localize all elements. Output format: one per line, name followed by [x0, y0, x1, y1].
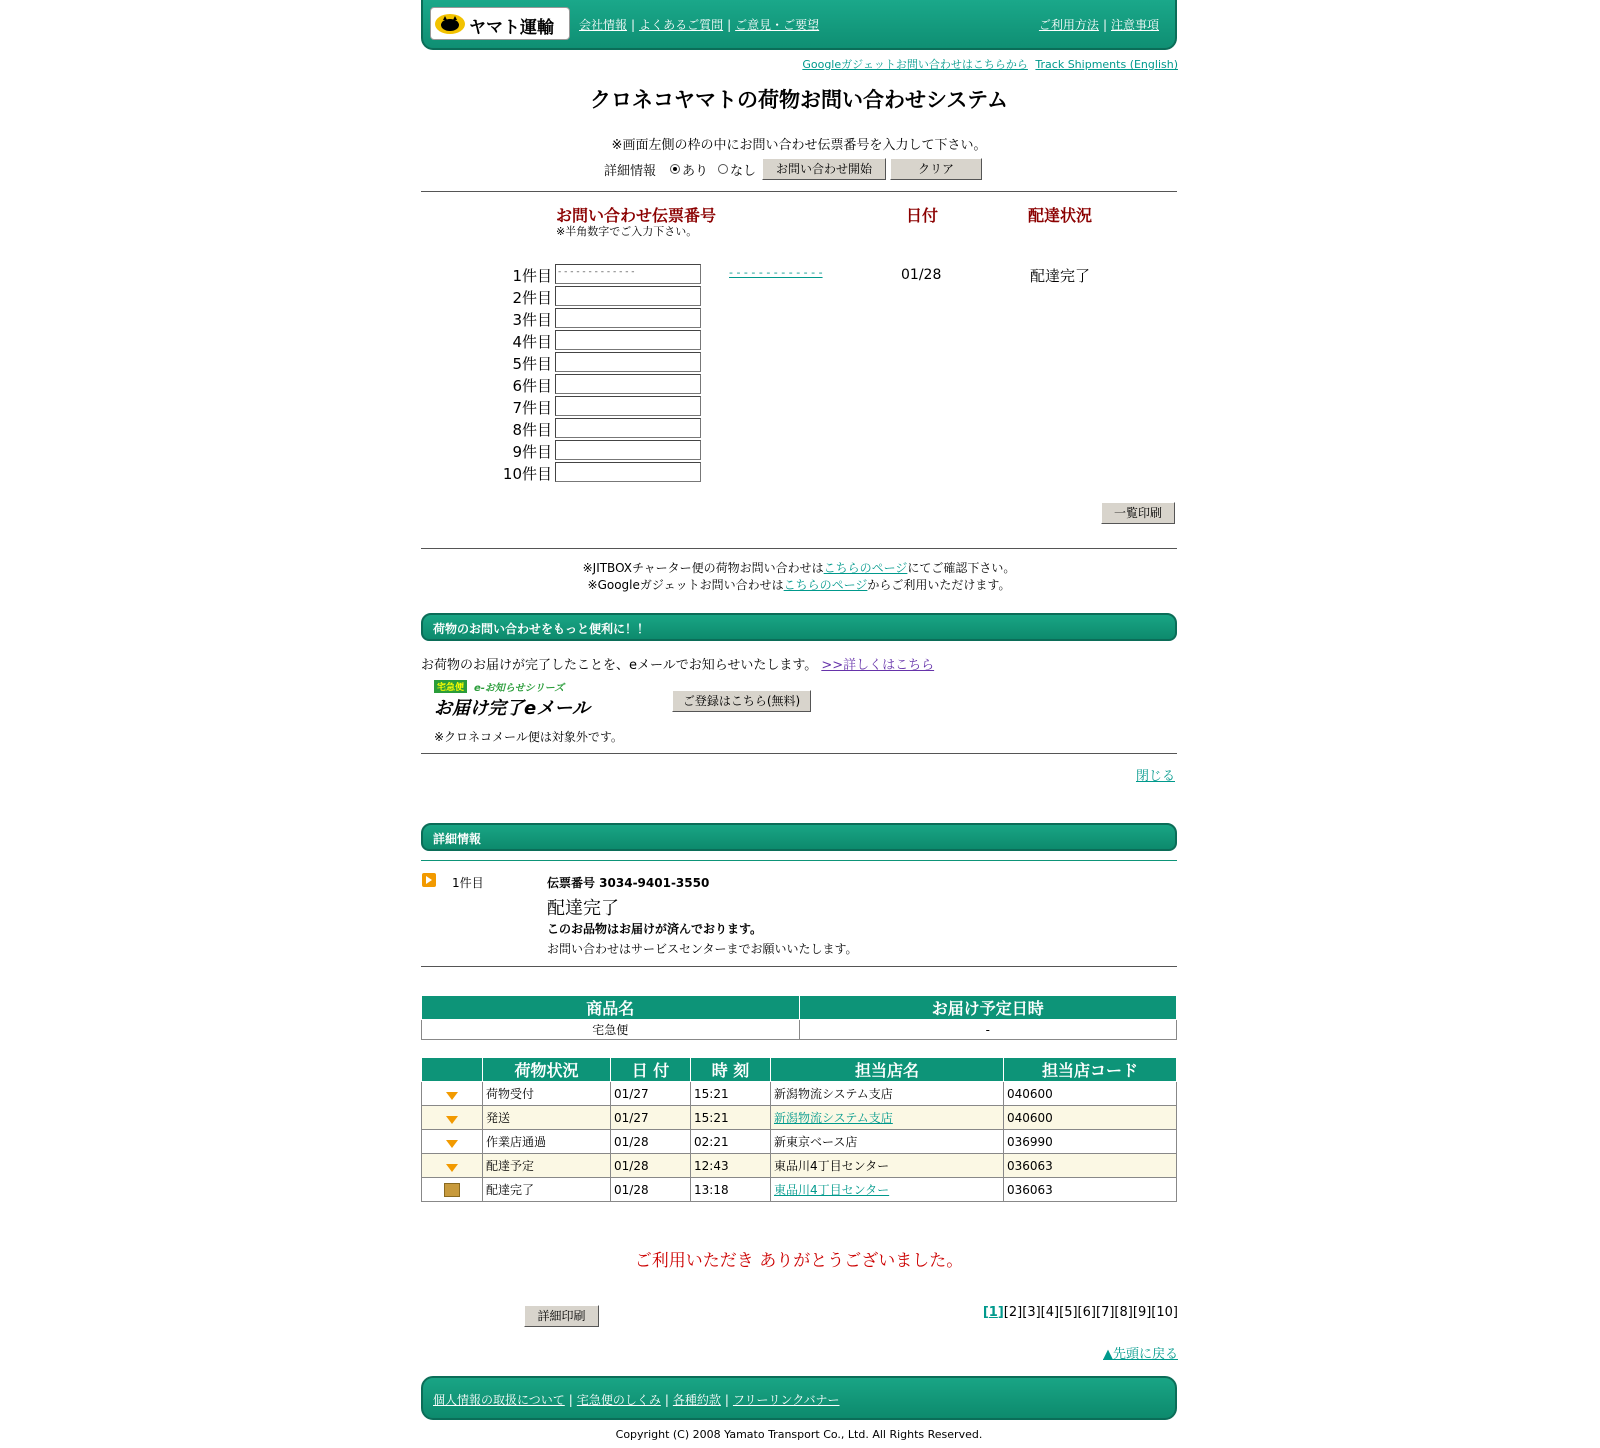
detail-item-label: 1件目 [452, 876, 484, 890]
banner-tag: 宅急便 [434, 680, 467, 693]
logo-text: ヤマト運輸 [469, 18, 554, 38]
table-row [422, 1178, 1177, 1202]
date-col-header: 日 付 [611, 1058, 691, 1082]
row-time: 15:21 [691, 1082, 771, 1106]
row-status: 荷物受付 [483, 1082, 611, 1106]
exclusion-note: ※クロネコメール便は対象外です。 [434, 730, 623, 744]
row-time: 02:21 [691, 1130, 771, 1154]
cat-logo-icon [435, 14, 465, 34]
row-label-6: 6件目 [512, 377, 552, 395]
arrow-right-icon [422, 873, 436, 887]
footer-bar [421, 1376, 1177, 1420]
email-banner[interactable] [434, 680, 604, 720]
row-code: 040600 [1004, 1106, 1177, 1130]
divider [421, 966, 1177, 967]
usage-link[interactable]: ご利用方法 [1038, 18, 1099, 32]
product-table [421, 995, 1177, 1040]
slip-input-8[interactable] [555, 418, 701, 438]
page-link[interactable]: [9] [1132, 1305, 1152, 1320]
page-link[interactable]: [5] [1059, 1305, 1078, 1320]
banner-series: e-お知らせシリーズ [474, 683, 565, 694]
how-it-works-link[interactable]: 宅急便のしくみ [576, 1393, 661, 1407]
row1-tracking-link[interactable]: - - - - - - - - - - - - - [729, 266, 823, 279]
close-link[interactable]: 閉じる [1135, 769, 1175, 784]
row-label-8: 8件目 [512, 421, 552, 439]
detail-option-row [604, 158, 982, 180]
convenience-text: お荷物のお届けが完了したことを、eメールでお知らせいたします。 >>詳しくはこちら [421, 658, 935, 673]
divider [421, 860, 1177, 861]
row-store-link[interactable]: 新潟物流システム支店 [774, 1111, 893, 1125]
product-name-value: 宅急便 [422, 1020, 800, 1040]
row-store: 東品川4丁目センター [771, 1154, 1004, 1178]
radio-no[interactable] [718, 164, 728, 174]
row-date: 01/27 [611, 1106, 691, 1130]
feedback-link[interactable]: ご意見・ご要望 [735, 18, 820, 32]
slip-input-1[interactable]: - - - - - - - - - - - - - [555, 264, 701, 284]
row-store-link[interactable]: 東品川4丁目センター [774, 1183, 890, 1197]
detail-heading: 詳細情報 [421, 823, 1177, 851]
page-link[interactable]: [8] [1114, 1305, 1133, 1320]
instruction-text: ※画面左側の枠の中にお問い合わせ伝票番号を入力して下さい。 [611, 138, 987, 153]
detail-line-1: このお品物はお届けが済んでおります。 [547, 922, 763, 936]
row-label-1: 1件目 [512, 267, 552, 285]
english-tracking-link[interactable]: Track Shipments (English) [1035, 58, 1178, 71]
more-details-link[interactable]: >>詳しくはこちら [821, 658, 935, 673]
row-label-3: 3件目 [512, 311, 552, 329]
slip-input-7[interactable] [555, 396, 701, 416]
row1-status: 配達完了 [1030, 267, 1091, 285]
status-col-header: 荷物状況 [483, 1058, 611, 1082]
convenience-heading: 荷物のお問い合わせをもっと便利に！！ [421, 613, 1177, 641]
row-label-2: 2件目 [512, 289, 552, 307]
page-link[interactable]: [7] [1095, 1305, 1115, 1320]
row-status: 作業店通過 [483, 1130, 611, 1154]
row-time: 13:18 [691, 1178, 771, 1202]
header-right-links: ご利用方法 | 注意事項 [1038, 18, 1159, 32]
notice-link[interactable]: 注意事項 [1110, 18, 1159, 32]
row-store: 新東京ベース店 [771, 1130, 1004, 1154]
slip-input-9[interactable] [555, 440, 701, 460]
divider [421, 753, 1177, 754]
down-arrow-icon [422, 1106, 483, 1130]
register-button[interactable]: ご登録はこちら(無料) [672, 690, 811, 712]
detail-status: 配達完了 [547, 898, 619, 919]
row-store: 新潟物流システム支店 [771, 1082, 1004, 1106]
history-table [421, 1057, 1177, 1202]
row-status: 発送 [483, 1106, 611, 1130]
radio-yes[interactable] [670, 164, 680, 174]
slip-input-4[interactable] [555, 330, 701, 350]
row-status: 配達予定 [483, 1154, 611, 1178]
google-gadget-link[interactable]: Googleガジェットお問い合わせはこちらから [802, 58, 1028, 71]
page-link[interactable]: [10] [1151, 1305, 1178, 1320]
row-label-4: 4件目 [512, 333, 552, 351]
start-inquiry-button[interactable]: お問い合わせ開始 [762, 158, 886, 180]
list-print-button[interactable]: 一覧印刷 [1101, 502, 1175, 524]
slip-number-heading: お問い合わせ伝票番号 [556, 206, 717, 225]
page-title: クロネコヤマトの荷物お問い合わせシステム [590, 88, 1008, 112]
delivery-date-header: お届け予定日時 [799, 996, 1177, 1020]
package-icon [422, 1178, 483, 1202]
slip-input-5[interactable] [555, 352, 701, 372]
header-left-links: 会社情報 | よくあるご質問 | ご意見・ご要望 [579, 18, 820, 32]
slip-number-note: ※半角数字でご入力下さい。 [556, 225, 698, 238]
status-heading: 配達状況 [1028, 206, 1093, 225]
slip-input-10[interactable] [555, 462, 701, 482]
company-info-link[interactable]: 会社情報 [579, 18, 628, 32]
detail-line-2: お問い合わせはサービスセンターまでお願いいたします。 [547, 942, 858, 956]
page-link[interactable]: [4] [1040, 1305, 1060, 1320]
delivery-date-value: - [799, 1020, 1177, 1040]
row-label-5: 5件目 [512, 355, 552, 373]
row-time: 12:43 [691, 1154, 771, 1178]
clear-button[interactable]: クリア [890, 158, 982, 180]
privacy-link[interactable]: 個人情報の取扱について [433, 1393, 565, 1407]
row-time: 15:21 [691, 1106, 771, 1130]
header-bar [421, 0, 1177, 50]
detail-label: 詳細情報 [604, 163, 657, 179]
radio-yes-label: あり [682, 163, 709, 179]
icon-col-header [422, 1058, 483, 1082]
date-heading: 日付 [906, 206, 939, 225]
page-link[interactable]: [2] [1003, 1305, 1023, 1320]
table-row [422, 1106, 1177, 1130]
free-link-banner-link[interactable]: フリーリンクバナー [732, 1393, 840, 1407]
jitbox-page-link[interactable]: こちらのページ [823, 561, 908, 575]
page-link[interactable]: [3] [1022, 1305, 1041, 1320]
gadget-page-link[interactable]: こちらのページ [783, 578, 868, 592]
back-to-top-link[interactable]: ▲先頭に戻る [1103, 1347, 1178, 1362]
row-code: 040600 [1004, 1082, 1177, 1106]
detail-print-button[interactable]: 詳細印刷 [524, 1305, 599, 1327]
row-date: 01/28 [611, 1178, 691, 1202]
top-links [802, 56, 1178, 72]
row-code: 036063 [1004, 1178, 1177, 1202]
down-arrow-icon [422, 1082, 483, 1106]
detail-slip-number: 伝票番号 3034-9401-3550 [547, 876, 710, 890]
thanks-message: ご利用いただき ありがとうございました。 [634, 1251, 964, 1271]
pager [983, 1305, 1178, 1320]
gadget-note: ※Googleガジェットお問い合わせはこちらのページからご利用いただけます。 [587, 578, 1011, 592]
row-date: 01/28 [611, 1130, 691, 1154]
row-code: 036990 [1004, 1130, 1177, 1154]
slip-input-2[interactable] [555, 286, 701, 306]
notes [421, 560, 1177, 594]
faq-link[interactable]: よくあるご質問 [639, 18, 724, 32]
row-date: 01/27 [611, 1082, 691, 1106]
table-row [422, 1154, 1177, 1178]
code-col-header: 担当店コード [1004, 1058, 1177, 1082]
page-current[interactable]: [1] [982, 1305, 1004, 1320]
footer-links: 個人情報の取扱について | 宅急便のしくみ | 各種約款 | フリーリンクバナー [433, 1393, 840, 1407]
radio-no-label: なし [730, 163, 757, 179]
slip-input-3[interactable] [555, 308, 701, 328]
time-col-header: 時 刻 [691, 1058, 771, 1082]
terms-link[interactable]: 各種約款 [672, 1393, 721, 1407]
row1-date: 01/28 [901, 267, 942, 283]
jitbox-note: ※JITBOXチャーター便の荷物お問い合わせはこちらのページにてご確認下さい。 [582, 561, 1016, 575]
row-label-7: 7件目 [512, 399, 552, 417]
store-col-header: 担当店名 [771, 1058, 1004, 1082]
banner-main: お届け完了eメール [434, 698, 590, 719]
row-label-9: 9件目 [512, 443, 552, 461]
table-row [422, 1130, 1177, 1154]
divider [421, 548, 1177, 549]
divider [421, 191, 1177, 192]
row-date: 01/28 [611, 1154, 691, 1178]
yamato-logo[interactable] [430, 7, 570, 40]
down-arrow-icon [422, 1130, 483, 1154]
slip-input-6[interactable] [555, 374, 701, 394]
product-name-header: 商品名 [422, 996, 800, 1020]
down-arrow-icon [422, 1154, 483, 1178]
row-status: 配達完了 [483, 1178, 611, 1202]
row-code: 036063 [1004, 1154, 1177, 1178]
row-label-10: 10件目 [502, 465, 552, 483]
copyright: Copyright (C) 2008 Yamato Transport Co., Ltd. All Rights Reserved. [615, 1428, 983, 1441]
table-row [422, 1082, 1177, 1106]
page-link[interactable]: [6] [1077, 1305, 1096, 1320]
